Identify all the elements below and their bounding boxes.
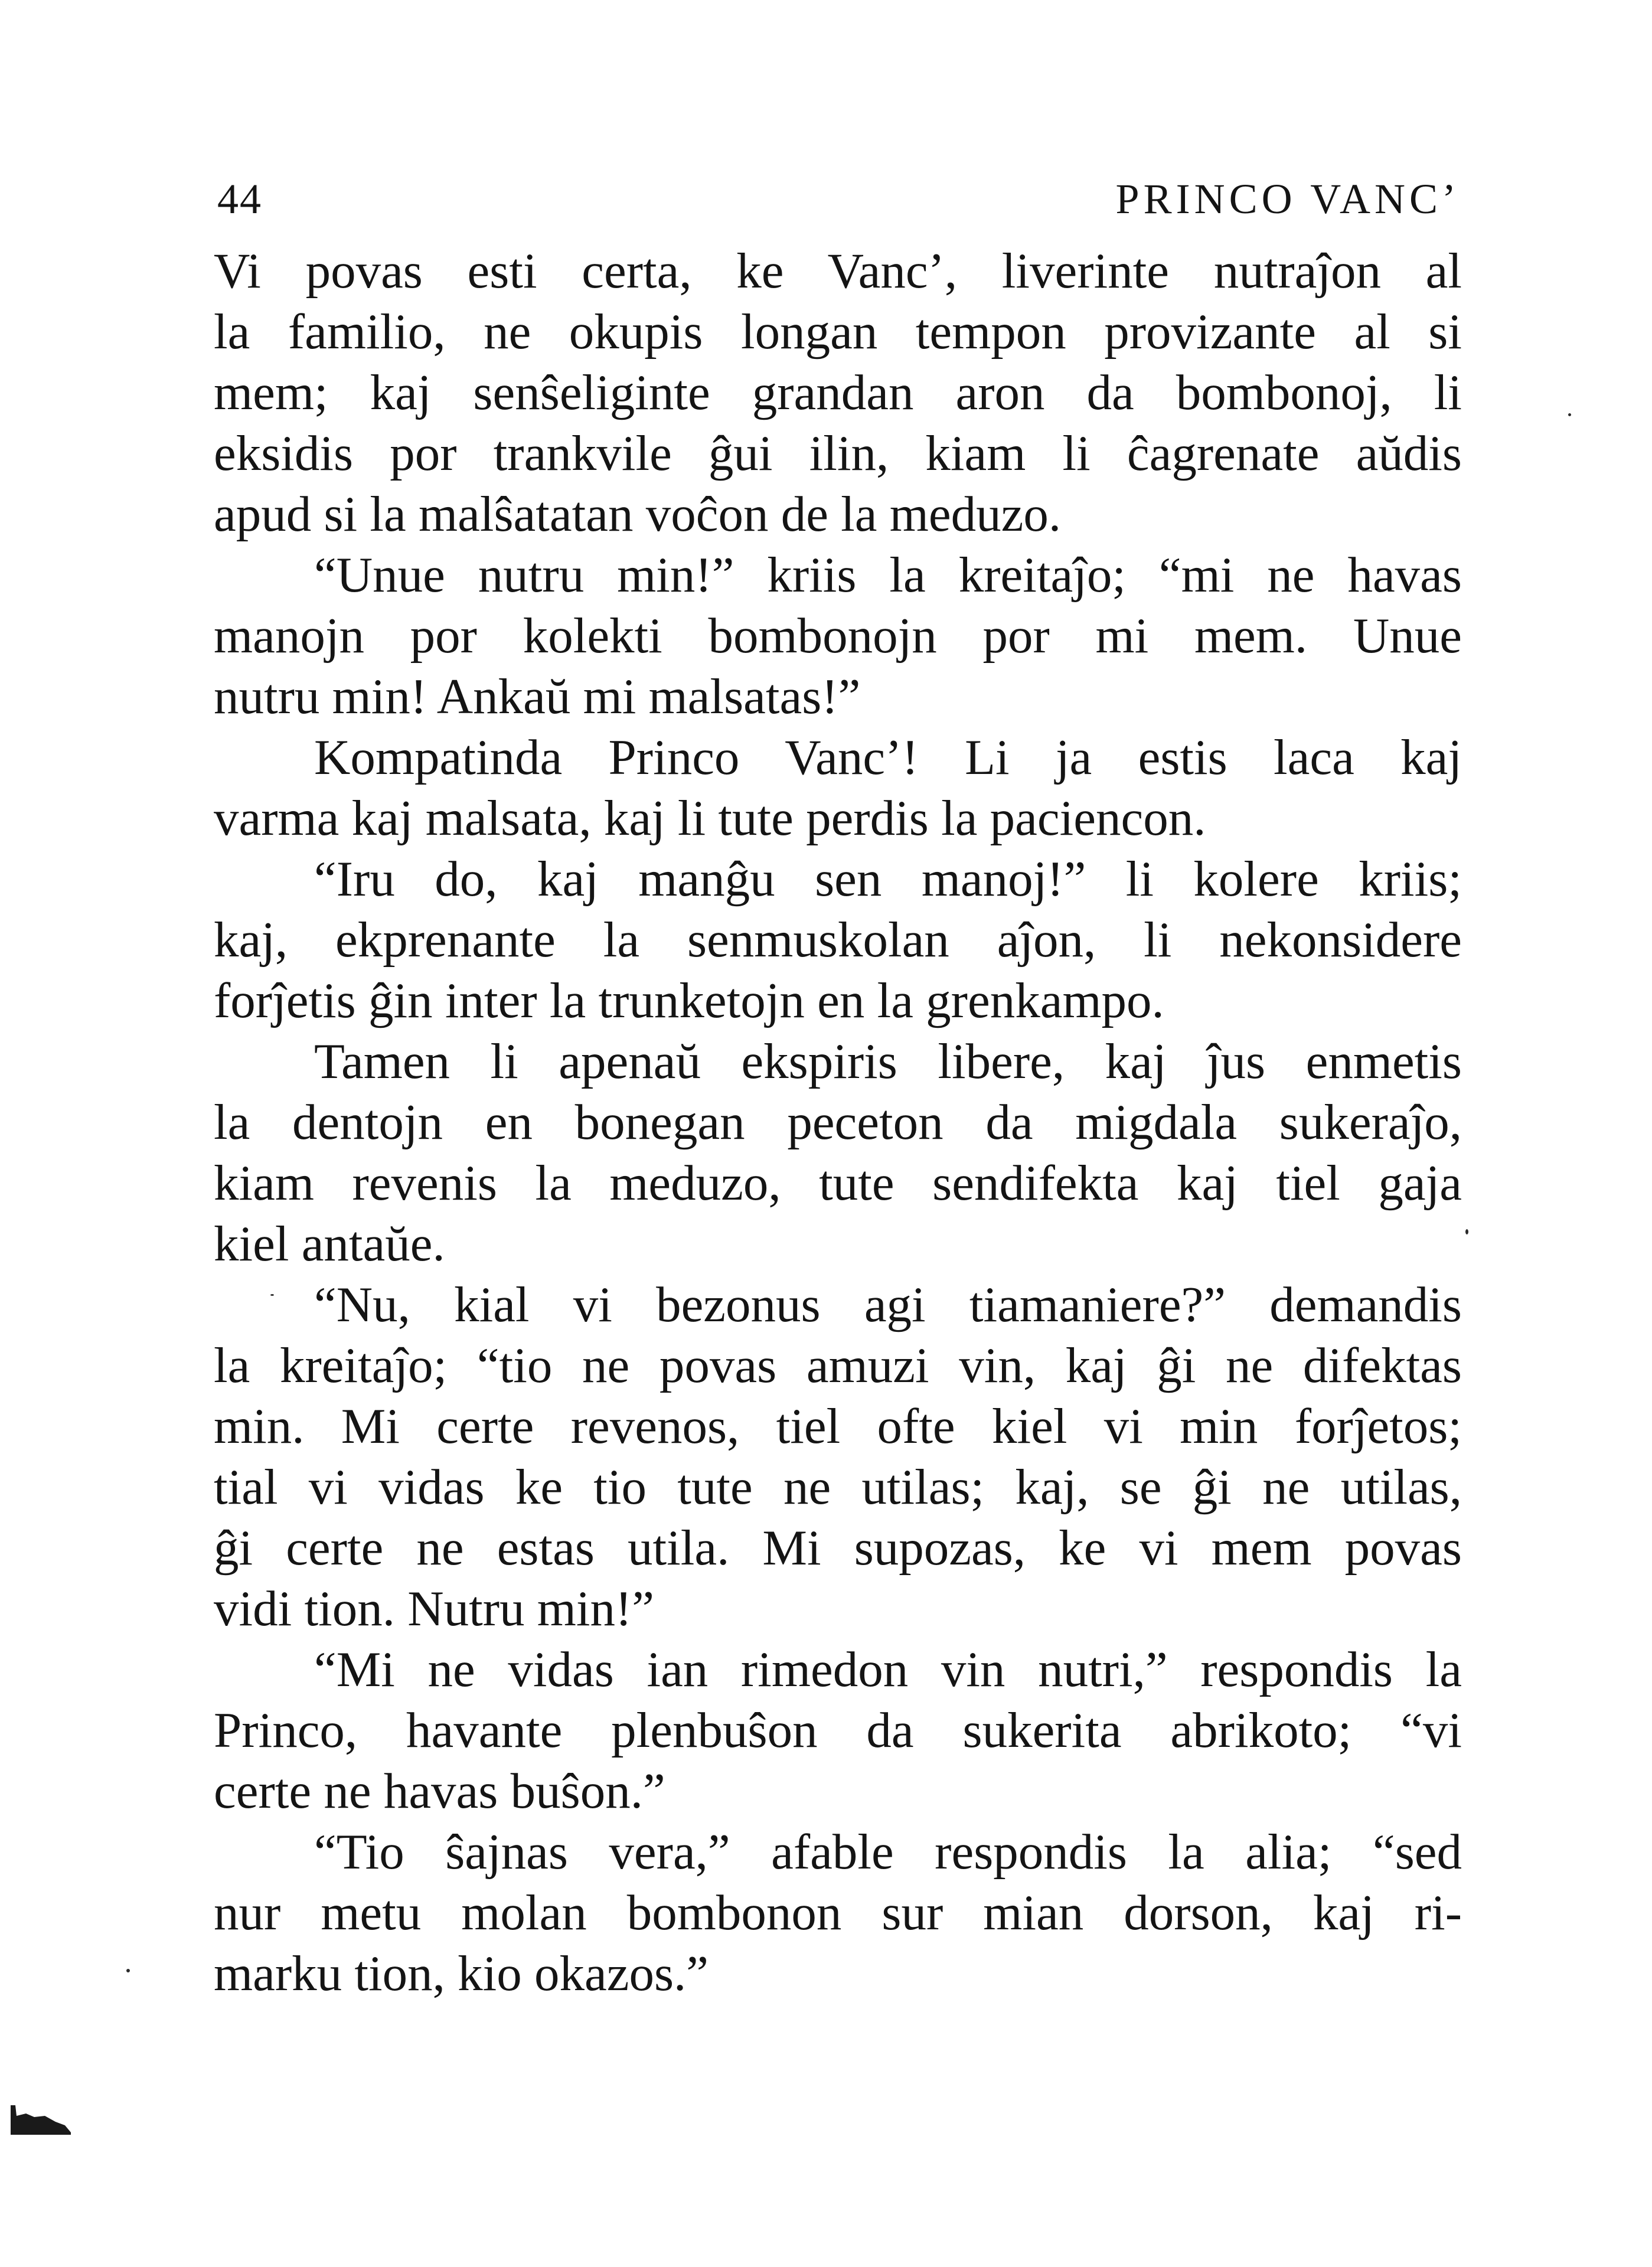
text-line: “Unue nutru min!” kriis la kreitaĵo; “mi ne havas [314, 547, 1462, 603]
scan-speck [270, 1294, 274, 1296]
text-line: marku tion, kio okazos.” [214, 1946, 709, 2001]
text-line: vidi tion. Nutru min!” [214, 1581, 655, 1636]
text-line: kaj, ekprenante la senmuskolan aĵon, li nekonsidere [214, 912, 1462, 968]
text-line: Tamen li apenaŭ ekspiris libere, kaj ĵus enmetis [314, 1034, 1462, 1089]
page-text [214, 241, 1462, 2004]
text-line: eksidis por trankvile ĝui ilin, kiam li ĉagrenate aŭdis [214, 426, 1462, 481]
text-line: “Mi ne vidas ian rimedon vin nutri,” respondis la [314, 1642, 1462, 1697]
text-line: Kompatinda Princo Vanc’! Li ja estis laca kaj [314, 730, 1462, 785]
text-line: mem; kaj senŝeliginte grandan aron da bombonoj, li [214, 365, 1462, 420]
running-header [217, 166, 1460, 231]
text-line: manojn por kolekti bombonojn por mi mem. Unue [214, 608, 1462, 664]
scan-artifact-mark [8, 2102, 73, 2136]
text-line: kiam revenis la meduzo, tute sendifekta kaj tiel gaja [214, 1155, 1462, 1211]
text-line: certe ne havas buŝon.” [214, 1763, 665, 1819]
text-line: la dentojn en bonegan peceton da migdala sukeraĵo, [214, 1095, 1462, 1150]
text-line: varma kaj malsata, kaj li tute perdis la paciencon. [214, 790, 1206, 846]
page-number: 44 [217, 175, 262, 223]
text-line: min. Mi certe revenos, tiel ofte kiel vi min forĵetos; [214, 1399, 1462, 1454]
text-line: nur metu molan bombonon sur mian dorson, kaj ri- [214, 1885, 1462, 1941]
text-line: Princo, havante plenbuŝon da sukerita abrikoto; “vi [214, 1703, 1462, 1758]
scan-speck [126, 1969, 130, 1972]
text-line: Vi povas esti certa, ke Vanc’, liverinte nutraĵon al [214, 243, 1462, 299]
text-line: “Tio ŝajnas vera,” afable respondis la alia; “sed [314, 1824, 1462, 1880]
text-line: apud si la malŝatatan voĉon de la meduzo. [214, 486, 1062, 542]
text-line: kiel antaŭe. [214, 1216, 445, 1272]
text-line: nutru min! Ankaŭ mi malsatas!” [214, 669, 861, 724]
text-line: tial vi vidas ke tio tute ne utilas; kaj, se ĝi ne utilas, [214, 1459, 1462, 1515]
text-line: “Nu, kial vi bezonus agi tiamaniere?” demandis [314, 1277, 1462, 1332]
text-line: la kreitaĵo; “tio ne povas amuzi vin, kaj ĝi ne difektas [214, 1338, 1462, 1393]
scan-speck [1568, 413, 1571, 416]
running-title: PRINCO VANC’ [1115, 175, 1460, 223]
scan-speck [1465, 1229, 1468, 1234]
text-line: “Iru do, kaj manĝu sen manoj!” li kolere kriis; [314, 851, 1462, 907]
text-line: la familio, ne okupis longan tempon provizante al si [214, 304, 1462, 360]
text-line: forĵetis ĝin inter la trunketojn en la grenkampo. [214, 973, 1164, 1028]
text-line: ĝi certe ne estas utila. Mi supozas, ke vi mem povas [214, 1520, 1462, 1576]
